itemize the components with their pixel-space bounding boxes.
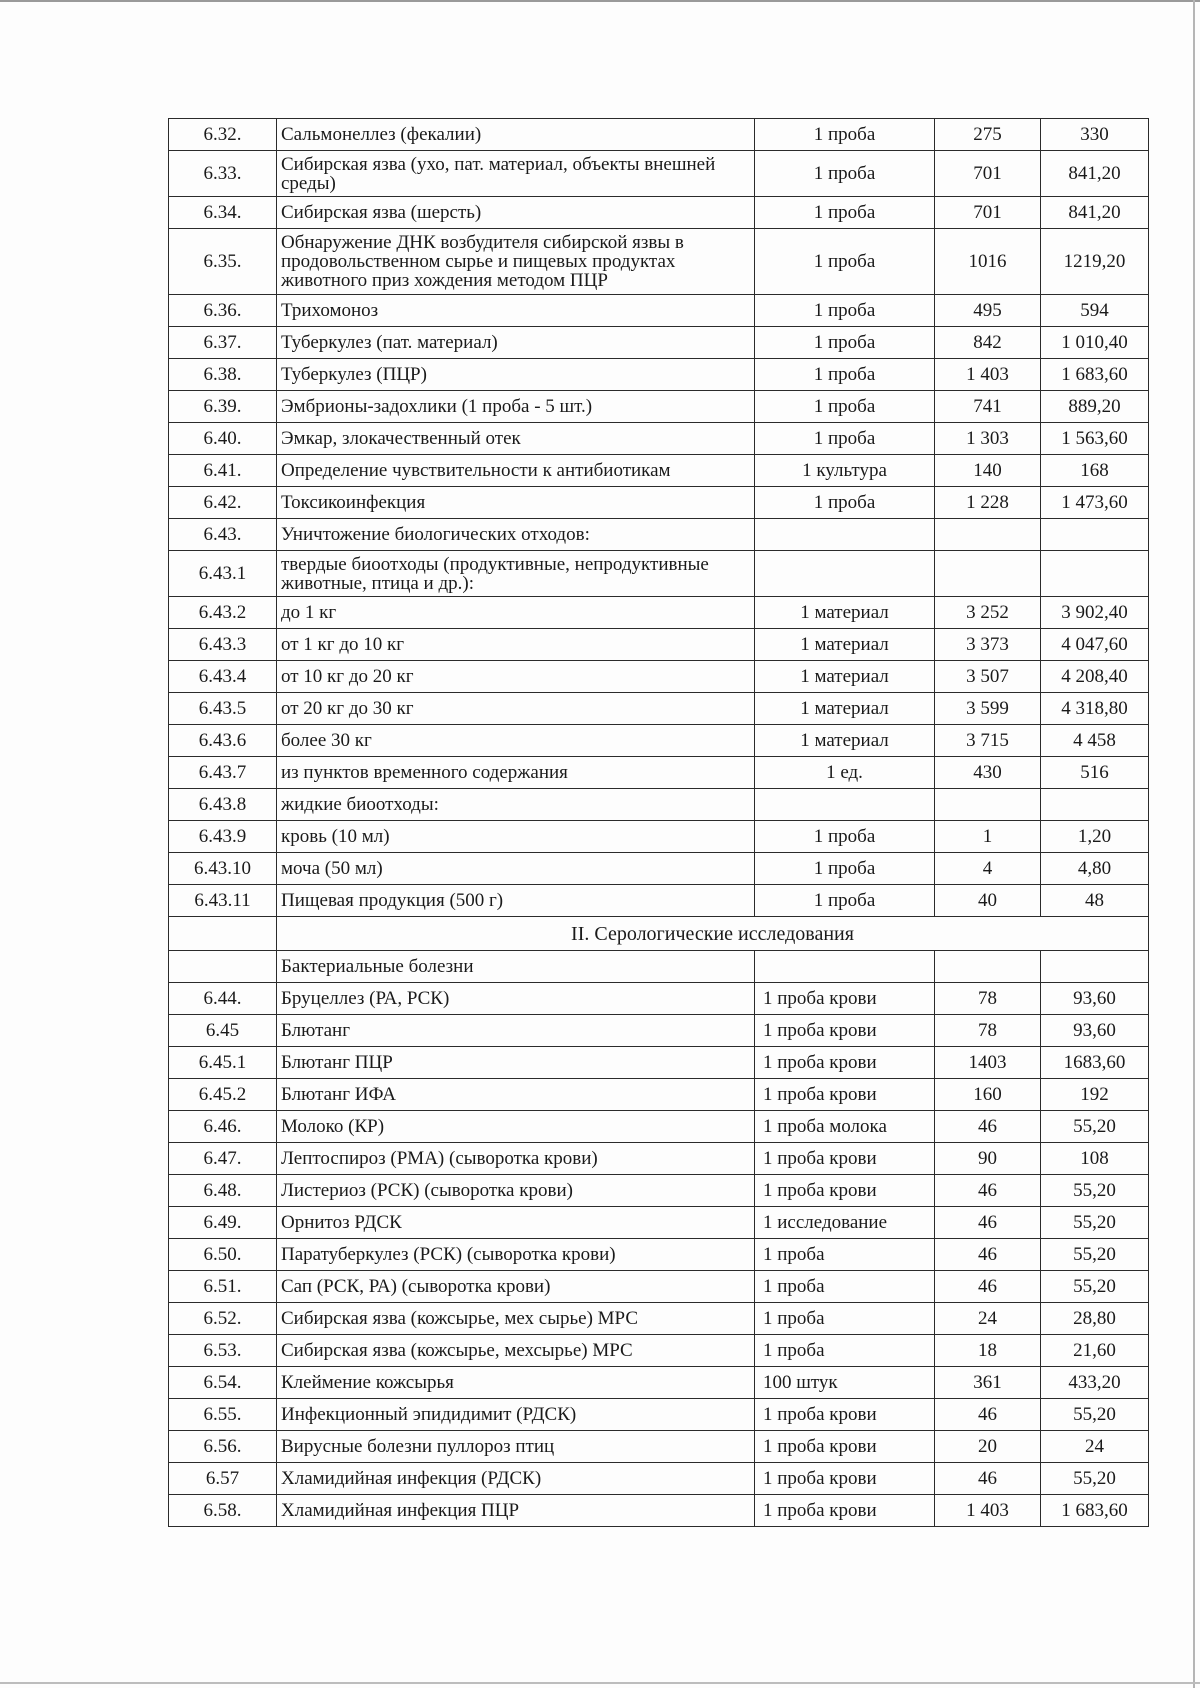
row-number: 6.46. [169,1111,277,1143]
unit-of-measure: 1 проба крови [755,1175,935,1207]
table-row [169,693,1149,725]
service-name: Уничтожение биологических отходов: [277,519,755,551]
service-name: Эмкар, злокачественный отек [277,423,755,455]
row-number: 6.33. [169,151,277,197]
subsection-num-cell [169,951,277,983]
service-name: Сибирская язва (кожсырье, мех сырье) МРС [277,1303,755,1335]
price-with-vat: 55,20 [1041,1175,1149,1207]
unit-of-measure: 1 проба крови [755,1047,935,1079]
price-with-vat [1041,551,1149,597]
table-row [169,359,1149,391]
unit-of-measure: 1 проба [755,1303,935,1335]
unit-of-measure: 1 проба крови [755,1143,935,1175]
unit-of-measure: 1 проба [755,487,935,519]
price-with-vat: 1 563,60 [1041,423,1149,455]
table-row [169,487,1149,519]
price-with-vat: 3 902,40 [1041,597,1149,629]
table-row [169,1335,1149,1367]
table-row [169,1367,1149,1399]
price-rows-serology [169,983,1149,1527]
table-row [169,423,1149,455]
table-row [169,197,1149,229]
unit-of-measure: 1 проба [755,423,935,455]
price-without-vat: 1 403 [935,359,1041,391]
unit-of-measure: 1 проба [755,359,935,391]
row-number: 6.51. [169,1271,277,1303]
price-without-vat: 275 [935,119,1041,151]
price-list-table [168,118,1149,1527]
service-name: Блютанг ПЦР [277,1047,755,1079]
row-number: 6.42. [169,487,277,519]
service-name: Блютанг ИФА [277,1079,755,1111]
unit-of-measure: 1 ед. [755,757,935,789]
subsection-price-cell [935,951,1041,983]
service-name: Лептоспироз (РМА) (сыворотка крови) [277,1143,755,1175]
price-without-vat [935,551,1041,597]
row-number: 6.39. [169,391,277,423]
price-without-vat: 140 [935,455,1041,487]
price-with-vat: 48 [1041,885,1149,917]
service-name: Туберкулез (пат. материал) [277,327,755,359]
price-without-vat: 46 [935,1111,1041,1143]
price-with-vat: 841,20 [1041,197,1149,229]
table-row [169,821,1149,853]
price-without-vat: 1016 [935,229,1041,295]
section-num-cell [169,917,277,951]
price-with-vat: 93,60 [1041,983,1149,1015]
page-edge-right [1193,0,1195,1688]
row-number: 6.49. [169,1207,277,1239]
unit-of-measure: 1 материал [755,629,935,661]
unit-of-measure: 1 проба [755,1271,935,1303]
price-without-vat: 495 [935,295,1041,327]
unit-of-measure: 1 проба [755,853,935,885]
unit-of-measure: 1 материал [755,693,935,725]
table-row [169,1207,1149,1239]
service-name: Эмбрионы-задохлики (1 проба - 5 шт.) [277,391,755,423]
service-name: твердые биоотходы (продуктивные, непродуктивные животные, птица и др.): [277,551,755,597]
table-row [169,229,1149,295]
service-name: Сальмонеллез (фекалии) [277,119,755,151]
service-name: до 1 кг [277,597,755,629]
unit-of-measure: 1 проба [755,295,935,327]
unit-of-measure: 1 материал [755,725,935,757]
row-number: 6.43.10 [169,853,277,885]
price-without-vat: 20 [935,1431,1041,1463]
price-with-vat: 1,20 [1041,821,1149,853]
price-with-vat: 24 [1041,1431,1149,1463]
price-without-vat: 46 [935,1399,1041,1431]
price-without-vat: 46 [935,1175,1041,1207]
table-row [169,629,1149,661]
service-name: Сибирская язва (кожсырье, мехсырье) МРС [277,1335,755,1367]
price-without-vat [935,519,1041,551]
row-number: 6.35. [169,229,277,295]
price-with-vat: 55,20 [1041,1463,1149,1495]
row-number: 6.53. [169,1335,277,1367]
price-without-vat: 18 [935,1335,1041,1367]
price-with-vat: 433,20 [1041,1367,1149,1399]
table-row [169,1175,1149,1207]
unit-of-measure: 1 проба [755,1239,935,1271]
price-with-vat: 1 010,40 [1041,327,1149,359]
row-number: 6.36. [169,295,277,327]
row-number: 6.52. [169,1303,277,1335]
row-number: 6.43. [169,519,277,551]
service-name: моча (50 мл) [277,853,755,885]
unit-of-measure: 1 проба [755,119,935,151]
table-row [169,1463,1149,1495]
price-with-vat [1041,519,1149,551]
row-number: 6.45 [169,1015,277,1047]
service-name: кровь (10 мл) [277,821,755,853]
unit-of-measure: 1 проба крови [755,1015,935,1047]
price-without-vat: 46 [935,1463,1041,1495]
price-without-vat: 741 [935,391,1041,423]
subsection-vat-cell [1041,951,1149,983]
row-number: 6.50. [169,1239,277,1271]
price-with-vat: 594 [1041,295,1149,327]
service-name: Сибирская язва (шерсть) [277,197,755,229]
price-with-vat: 55,20 [1041,1271,1149,1303]
price-without-vat: 46 [935,1207,1041,1239]
subsection-unit-cell [755,951,935,983]
price-with-vat: 55,20 [1041,1111,1149,1143]
service-name: Блютанг [277,1015,755,1047]
unit-of-measure: 1 проба крови [755,1431,935,1463]
row-number: 6.43.8 [169,789,277,821]
price-with-vat: 1 473,60 [1041,487,1149,519]
price-with-vat: 1 683,60 [1041,1495,1149,1527]
row-number: 6.43.7 [169,757,277,789]
unit-of-measure: 1 проба крови [755,983,935,1015]
price-without-vat [935,789,1041,821]
price-with-vat: 516 [1041,757,1149,789]
table-row [169,519,1149,551]
price-without-vat: 3 373 [935,629,1041,661]
unit-of-measure [755,551,935,597]
unit-of-measure: 1 проба [755,197,935,229]
service-name: Паратуберкулез (РСК) (сыворотка крови) [277,1239,755,1271]
price-without-vat: 1 403 [935,1495,1041,1527]
unit-of-measure: 1 проба крови [755,1463,935,1495]
service-name: Молоко (КР) [277,1111,755,1143]
row-number: 6.43.11 [169,885,277,917]
price-with-vat: 192 [1041,1079,1149,1111]
price-without-vat: 24 [935,1303,1041,1335]
unit-of-measure [755,519,935,551]
service-name: из пунктов временного содержания [277,757,755,789]
price-without-vat: 90 [935,1143,1041,1175]
service-name: Обнаружение ДНК возбудителя сибирской язвы в продовольственном сырье и пищевых продуктах животного приз хождения методом ПЦР [277,229,755,295]
price-with-vat: 1683,60 [1041,1047,1149,1079]
price-without-vat: 842 [935,327,1041,359]
service-name: Хламидийная инфекция (РДСК) [277,1463,755,1495]
price-with-vat: 841,20 [1041,151,1149,197]
price-without-vat: 701 [935,197,1041,229]
table-row [169,119,1149,151]
price-with-vat: 330 [1041,119,1149,151]
unit-of-measure: 1 проба [755,1335,935,1367]
table-row [169,1239,1149,1271]
service-name: Туберкулез (ПЦР) [277,359,755,391]
section-row [169,917,1149,951]
table-row [169,757,1149,789]
row-number: 6.43.4 [169,661,277,693]
price-with-vat: 1 683,60 [1041,359,1149,391]
service-name: Сап (РСК, РА) (сыворотка крови) [277,1271,755,1303]
price-with-vat: 93,60 [1041,1015,1149,1047]
row-number: 6.38. [169,359,277,391]
table-row [169,1431,1149,1463]
table-row [169,661,1149,693]
table-row [169,391,1149,423]
table-row [169,1271,1149,1303]
row-number: 6.32. [169,119,277,151]
service-name: Определение чувствительности к антибиотикам [277,455,755,487]
table-row [169,983,1149,1015]
table-row [169,327,1149,359]
service-name: от 10 кг до 20 кг [277,661,755,693]
table-row [169,295,1149,327]
price-with-vat: 4,80 [1041,853,1149,885]
price-without-vat: 78 [935,1015,1041,1047]
price-without-vat: 4 [935,853,1041,885]
service-name: Клеймение кожсырья [277,1367,755,1399]
row-number: 6.44. [169,983,277,1015]
row-number: 6.41. [169,455,277,487]
page-edge-bottom [0,1682,1200,1684]
row-number: 6.57 [169,1463,277,1495]
row-number: 6.43.5 [169,693,277,725]
price-rows-culture [169,119,1149,917]
row-number: 6.48. [169,1175,277,1207]
table-row [169,725,1149,757]
row-number: 6.45.2 [169,1079,277,1111]
price-with-vat: 4 047,60 [1041,629,1149,661]
price-without-vat: 160 [935,1079,1041,1111]
row-number: 6.40. [169,423,277,455]
unit-of-measure: 1 культура [755,455,935,487]
service-name: Листериоз (РСК) (сыворотка крови) [277,1175,755,1207]
service-name: Пищевая продукция (500 г) [277,885,755,917]
price-without-vat: 361 [935,1367,1041,1399]
table-row [169,1047,1149,1079]
price-without-vat: 78 [935,983,1041,1015]
service-name: Сибирская язва (ухо, пат. материал, объекты внешней среды) [277,151,755,197]
row-number: 6.43.6 [169,725,277,757]
price-with-vat: 28,80 [1041,1303,1149,1335]
unit-of-measure: 100 штук [755,1367,935,1399]
price-without-vat: 701 [935,151,1041,197]
unit-of-measure: 1 проба [755,151,935,197]
price-with-vat: 108 [1041,1143,1149,1175]
table-row [169,455,1149,487]
row-number: 6.54. [169,1367,277,1399]
unit-of-measure: 1 материал [755,661,935,693]
table-row [169,1079,1149,1111]
price-without-vat: 1 228 [935,487,1041,519]
table-row [169,551,1149,597]
table-row [169,789,1149,821]
row-number: 6.43.3 [169,629,277,661]
price-without-vat: 46 [935,1239,1041,1271]
row-number: 6.43.2 [169,597,277,629]
service-name: Инфекционный эпидидимит (РДСК) [277,1399,755,1431]
price-with-vat: 1219,20 [1041,229,1149,295]
row-number: 6.56. [169,1431,277,1463]
row-number: 6.37. [169,327,277,359]
table-row [169,597,1149,629]
service-name: Токсикоинфекция [277,487,755,519]
price-without-vat: 40 [935,885,1041,917]
price-without-vat: 3 507 [935,661,1041,693]
subsection-row [169,951,1149,983]
row-number: 6.34. [169,197,277,229]
unit-of-measure: 1 проба [755,391,935,423]
unit-of-measure: 1 проба [755,229,935,295]
service-name: Хламидийная инфекция ПЦР [277,1495,755,1527]
table-row [169,853,1149,885]
row-number: 6.43.1 [169,551,277,597]
service-name: жидкие биоотходы: [277,789,755,821]
price-with-vat: 4 318,80 [1041,693,1149,725]
table-row [169,885,1149,917]
price-with-vat: 168 [1041,455,1149,487]
price-without-vat: 3 715 [935,725,1041,757]
row-number: 6.45.1 [169,1047,277,1079]
subsection-title: Бактериальные болезни [277,951,755,983]
price-with-vat: 55,20 [1041,1207,1149,1239]
service-name: Бруцеллез (РА, РСК) [277,983,755,1015]
price-without-vat: 1 [935,821,1041,853]
price-without-vat: 1403 [935,1047,1041,1079]
price-without-vat: 430 [935,757,1041,789]
table-row [169,1111,1149,1143]
price-with-vat: 55,20 [1041,1239,1149,1271]
table-row [169,1143,1149,1175]
row-number: 6.58. [169,1495,277,1527]
table-row [169,1399,1149,1431]
unit-of-measure: 1 проба молока [755,1111,935,1143]
unit-of-measure: 1 проба крови [755,1495,935,1527]
page-edge-top [0,0,1200,2]
unit-of-measure: 1 проба крови [755,1399,935,1431]
price-with-vat: 4 208,40 [1041,661,1149,693]
price-without-vat: 3 252 [935,597,1041,629]
row-number: 6.43.9 [169,821,277,853]
row-number: 6.55. [169,1399,277,1431]
unit-of-measure: 1 исследование [755,1207,935,1239]
price-with-vat: 4 458 [1041,725,1149,757]
price-with-vat: 889,20 [1041,391,1149,423]
price-with-vat: 21,60 [1041,1335,1149,1367]
price-with-vat: 55,20 [1041,1399,1149,1431]
table-row [169,1495,1149,1527]
table-row [169,1303,1149,1335]
unit-of-measure: 1 проба [755,327,935,359]
service-name: от 20 кг до 30 кг [277,693,755,725]
price-without-vat: 46 [935,1271,1041,1303]
service-name: Орнитоз РДСК [277,1207,755,1239]
unit-of-measure [755,789,935,821]
service-name: Трихомоноз [277,295,755,327]
price-without-vat: 1 303 [935,423,1041,455]
table-row [169,1015,1149,1047]
unit-of-measure: 1 проба крови [755,1079,935,1111]
price-without-vat: 3 599 [935,693,1041,725]
section-header-group [169,917,1149,983]
table-row [169,151,1149,197]
price-with-vat [1041,789,1149,821]
unit-of-measure: 1 проба [755,885,935,917]
service-name: Вирусные болезни пуллороз птиц [277,1431,755,1463]
service-name: от 1 кг до 10 кг [277,629,755,661]
section-title: II. Серологические исследования [277,917,1149,951]
service-name: более 30 кг [277,725,755,757]
unit-of-measure: 1 проба [755,821,935,853]
row-number: 6.47. [169,1143,277,1175]
unit-of-measure: 1 материал [755,597,935,629]
